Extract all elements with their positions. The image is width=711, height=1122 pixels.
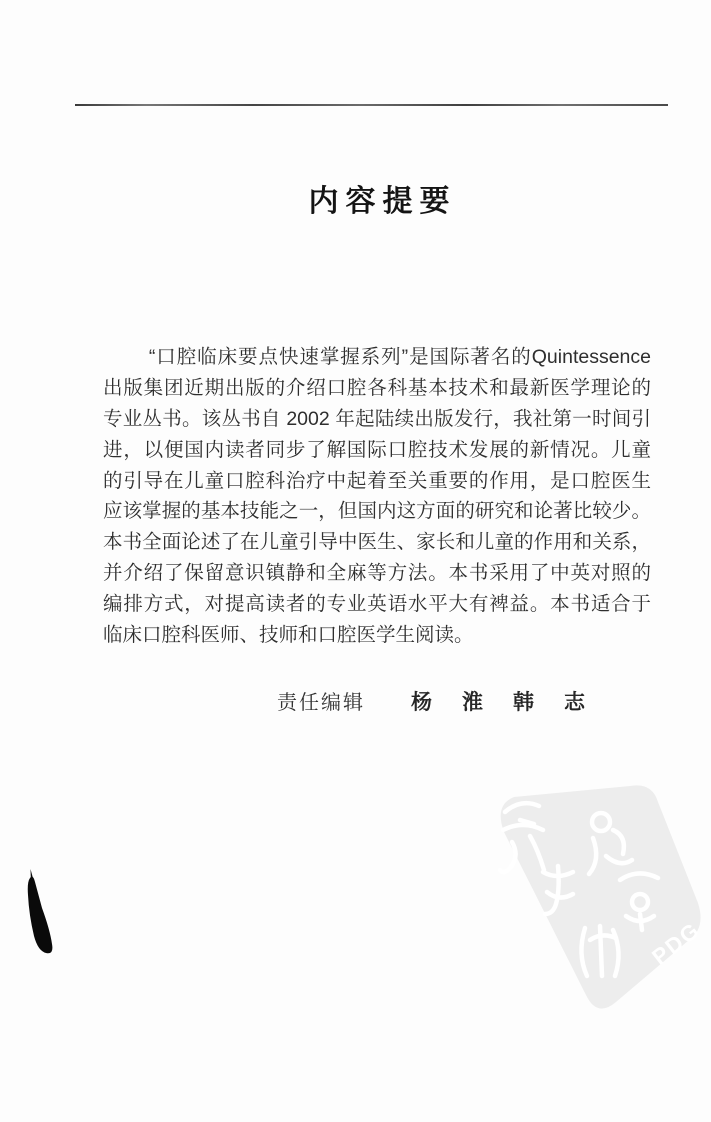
editor-name: 淮 <box>462 690 483 714</box>
paragraph-line: 的引导在儿童口腔科治疗中起着至关重要的作用，是口腔医生 <box>103 469 651 492</box>
top-rule <box>75 104 668 106</box>
paragraph-line: 编排方式，对提高读者的专业英语水平大有裨益。本书适合于 <box>103 593 651 616</box>
editor-name: 杨 <box>411 690 432 714</box>
editor-name: 韩 <box>513 690 534 714</box>
watermark-pdg-text: PDG <box>647 916 705 970</box>
ink-blot-artifact <box>18 866 66 962</box>
paragraph-line: 进，以便国内读者同步了解国际口腔技术发展的新情况。儿童 <box>103 438 651 461</box>
page-title: 内容提要 <box>308 185 457 218</box>
paragraph-line: 本书全面论述了在儿童引导中医生、家长和儿童的作用和关系， <box>103 531 651 554</box>
paragraph-line: 出版集团近期出版的介绍口腔各科基本技术和最新医学理论的 <box>103 376 651 399</box>
abstract-paragraph <box>103 342 651 651</box>
paragraph-line: 并介绍了保留意识镇静和全麻等方法。本书采用了中英对照的 <box>103 562 651 585</box>
pdg-seal-watermark <box>470 770 711 1030</box>
paragraph-line: 应该掌握的基本技能之一，但国内这方面的研究和论著比较少。 <box>103 500 651 523</box>
editor-label: 责任编辑 <box>277 692 365 714</box>
editor-names <box>381 686 585 716</box>
editor-credit-line <box>277 686 585 716</box>
editor-name: 志 <box>564 690 585 714</box>
paragraph-line: 专业丛书。该丛书自 2002 年起陆续出版发行，我社第一时间引 <box>103 407 651 430</box>
paragraph-line: 临床口腔科医师、技师和口腔医学生阅读。 <box>103 624 474 647</box>
paragraph-line: “口腔临床要点快速掌握系列”是国际著名的Quintessence <box>148 346 651 368</box>
